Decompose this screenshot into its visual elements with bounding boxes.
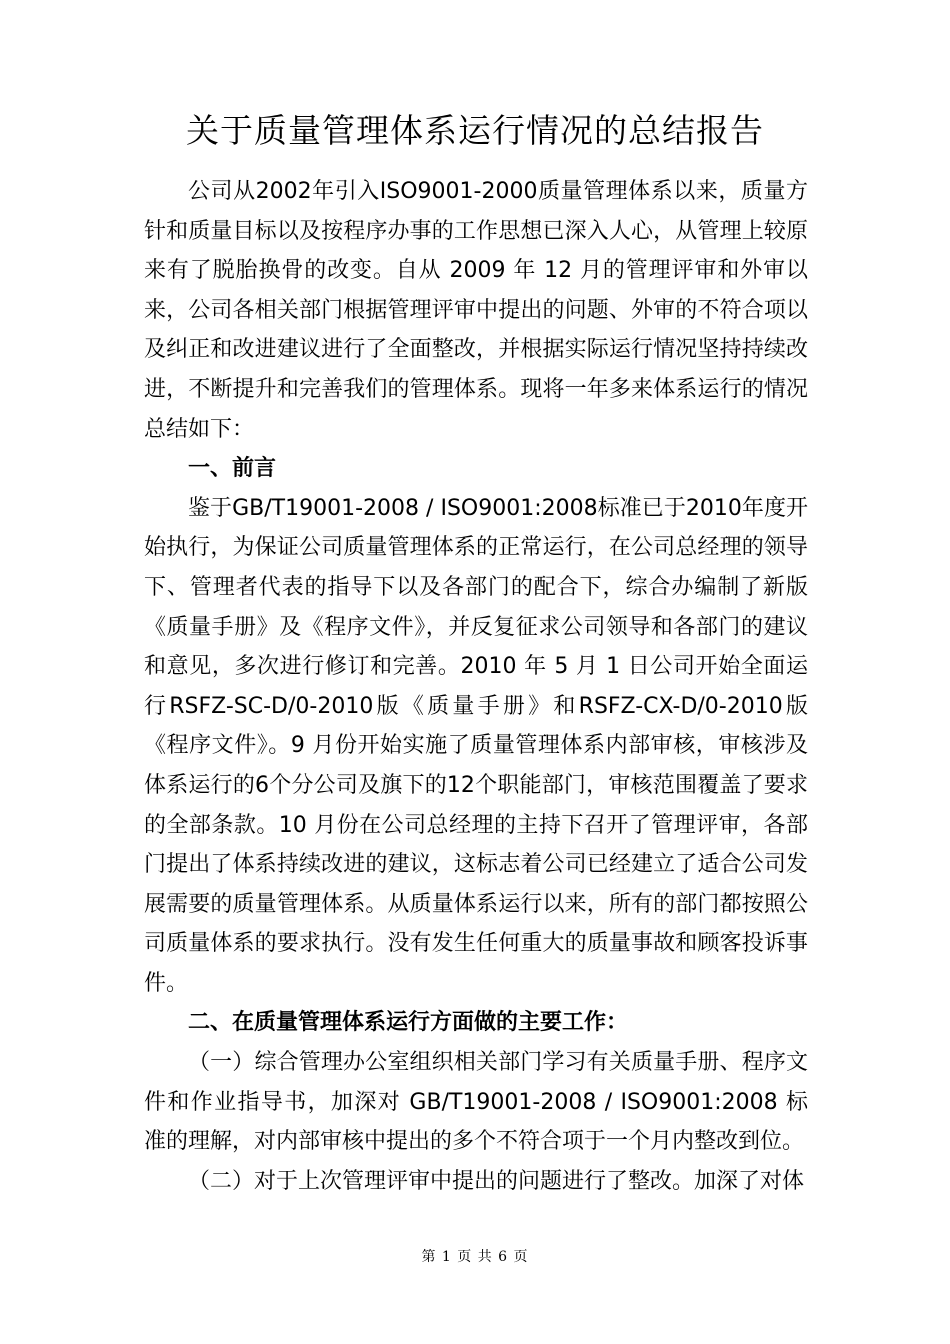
work-item-2-paragraph: （二）对于上次管理评审中提出的问题进行了整改。加深了对体 (188, 1168, 805, 1194)
document-body (144, 172, 808, 1201)
section-heading-main-work: 二、在质量管理体系运行方面做的主要工作： (188, 1010, 629, 1036)
intro-paragraph: 公司从2002年引入ISO9001-2000质量管理体系以来，质量方针和质量目标以及按程序办事的工作思想已深入人心，从管理上较原来有了脱胎换骨的改变。自从 2009 年 12 月的管理评审和外审以来，公司各相关部门根据管理评审中提出的问题、外审的不符合项以及纠正和改进建议进行了全面整改，并根据实际运行情况坚持持续改进，不断提升和完善我们的管理体系。现将一年多来体系运行的情况总结如下： (144, 179, 808, 442)
section-heading-preface: 一、前言 (188, 456, 277, 482)
page-footer: 第 1 页 共 6 页 (421, 1249, 529, 1265)
document-title: 关于质量管理体系运行情况的总结报告 (186, 111, 764, 150)
work-item-1-paragraph: （一）综合管理办公室组织相关部门学习有关质量手册、程序文件和作业指导书，加深对 GB/T19001-2008 / ISO9001:2008 标准的理解，对内部审核中提出的多个不符合项于一个月内整改到位。 (144, 1050, 808, 1155)
preface-paragraph: 鉴于GB/T19001-2008 / ISO9001:2008标准已于2010年度开始执行，为保证公司质量管理体系的正常运行，在公司总经理的领导下、管理者代表的指导下以及各部门的配合下，综合办编制了新版《质量手册》及《程序文件》，并反复征求公司领导和各部门的建议和意见，多次进行修订和完善。2010 年 5 月 1 日公司开始全面运行RSFZ-SC-D/0-2010版《质量手册》和RSFZ-CX-D/0-2010版《程序文件》。9 月份开始实施了质量管理体系内部审核，审核涉及体系运行的6个分公司及旗下的12个职能部门，审核范围覆盖了要求的全部条款。10 月份在公司总经理的主持下召开了管理评审，各部门提出了体系持续改进的建议，这标志着公司已经建立了适合公司发展需要的质量管理体系。从质量体系运行以来，所有的部门都按照公司质量体系的要求执行。没有发生任何重大的质量事故和顾客投诉事件。 (144, 495, 808, 996)
